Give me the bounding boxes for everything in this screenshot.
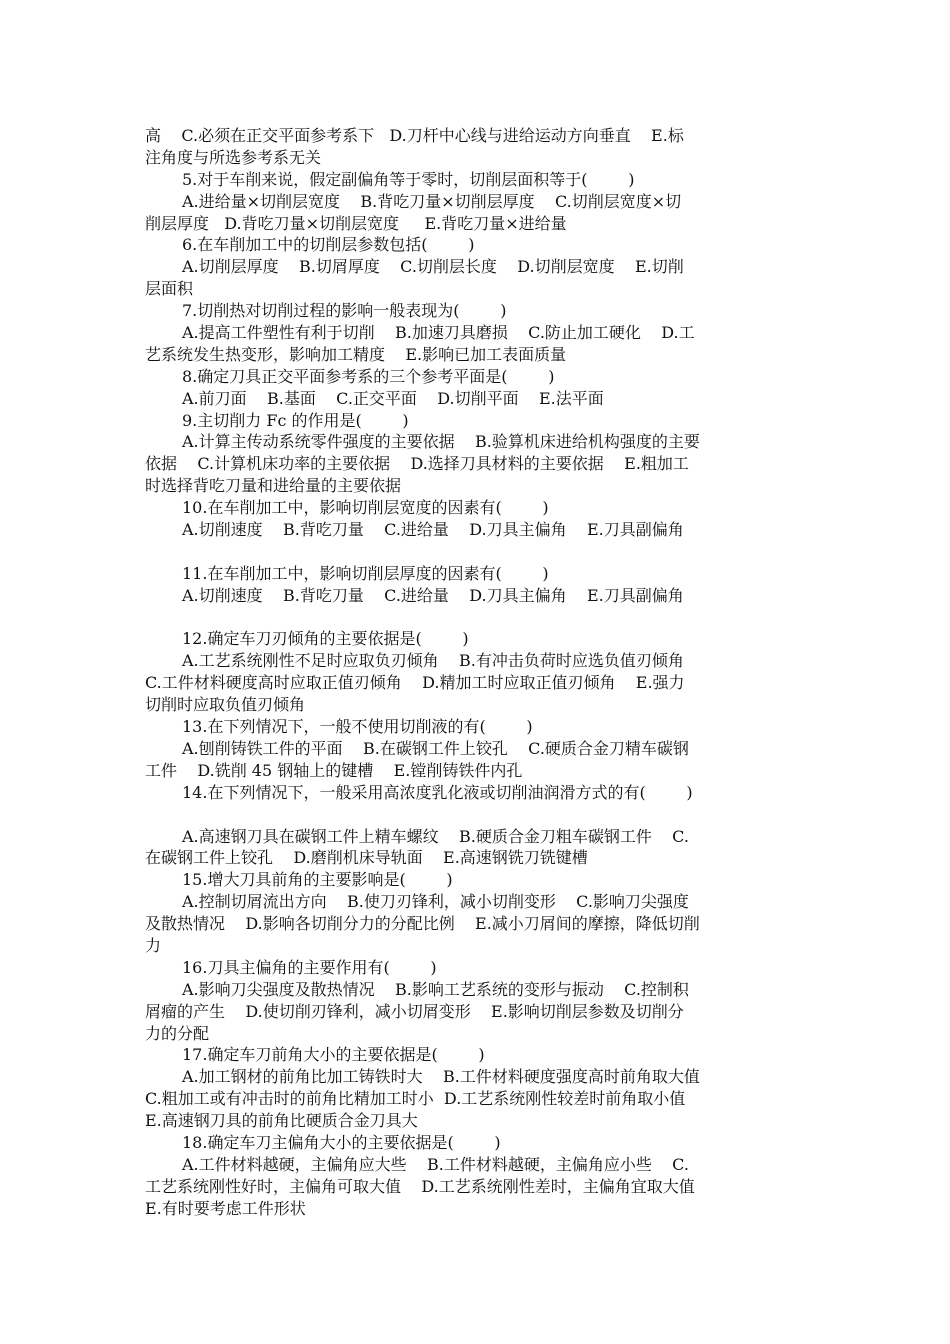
text-line: A.提高工件塑性有利于切削 B.加速刀具磨损 C.防止加工硬化 D.工: [182, 323, 695, 343]
text-line: 切削时应取负值刃倾角: [145, 695, 306, 715]
text-line: 削层厚度 D.背吃刀量×切削层宽度 E.背吃刀量×进给量: [145, 213, 567, 233]
question-line: 5.对于车削来说，假定副偏角等于零时，切削层面积等于( ): [182, 169, 635, 189]
text-line: 时选择背吃刀量和进给量的主要依据: [145, 476, 402, 496]
text-line: A.工件材料越硬，主偏角应大些 B.工件材料越硬，主偏角应小些 C.: [182, 1154, 689, 1174]
text-line: A.切削层厚度 B.切屑厚度 C.切削层长度 D.切削层宽度 E.切削: [182, 257, 684, 277]
text-line: C.粗加工或有冲击时的前角比精加工时小 D.工艺系统刚性较差时前角取小值: [145, 1089, 686, 1109]
question-line: 7.切削热对切削过程的影响一般表现为( ): [182, 301, 507, 321]
text-line: A.控制切屑流出方向 B.使刀刃锋利，减小切削变形 C.影响刀尖强度: [182, 892, 689, 912]
question-line: 18.确定车刀主偏角大小的主要依据是( ): [182, 1132, 501, 1152]
question-line: 15.增大刀具前角的主要影响是( ): [182, 870, 453, 890]
blank-line: [145, 607, 807, 629]
text-line: 层面积: [145, 279, 194, 299]
question-line: 13.在下列情况下，一般不使用切削液的有( ): [182, 717, 533, 737]
text-line: 注角度与所选参考系无关: [145, 147, 322, 167]
text-line: 屑瘤的产生 D.使切削刃锋利，减小切屑变形 E.影响切削层参数及切削分: [145, 1001, 684, 1021]
question-line: 14.在下列情况下，一般采用高浓度乳化液或切削油润滑方式的有( ): [182, 782, 693, 802]
question-line: 10.在车削加工中，影响切削层宽度的因素有( ): [182, 498, 549, 518]
text-line: E.有时要考虑工件形状: [145, 1198, 306, 1218]
text-line: 高 C.必须在正交平面参考系下 D.刀杆中心线与进给运动方向垂直 E.标: [145, 126, 684, 145]
text-line: 力: [145, 935, 162, 955]
text-line: 力的分配: [145, 1023, 210, 1043]
text-line: A.刨削铸铁工件的平面 B.在碳钢工件上铰孔 C.硬质合金刀精车碳钢: [182, 738, 689, 758]
text-line: A.切削速度 B.背吃刀量 C.进给量 D.刀具主偏角 E.刀具副偏角: [182, 585, 684, 605]
question-line: 17.确定车刀前角大小的主要依据是( ): [182, 1045, 485, 1065]
text-line: A.前刀面 B.基面 C.正交平面 D.切削平面 E.法平面: [182, 388, 604, 408]
text-line: A.进给量×切削层宽度 B.背吃刀量×切削层厚度 C.切削层宽度×切: [182, 191, 682, 211]
blank-line: [145, 804, 807, 826]
text-line: E.高速钢刀具的前角比硬质合金刀具大: [145, 1111, 418, 1131]
text-line: 艺系统发生热变形，影响加工精度 E.影响已加工表面质量: [145, 344, 567, 364]
text-line: A.高速钢刀具在碳钢工件上精车螺纹 B.硬质合金刀粗车碳钢工件 C.: [182, 826, 689, 846]
question-line: 6.在车削加工中的切削层参数包括( ): [182, 235, 475, 255]
text-line: A.切削速度 B.背吃刀量 C.进给量 D.刀具主偏角 E.刀具副偏角: [182, 520, 684, 540]
text-line: 及散热情况 D.影响各切削分力的分配比例 E.减小刀屑间的摩擦，降低切削: [145, 914, 700, 934]
question-line: 9.主切削力 Fc 的作用是( ): [182, 410, 409, 430]
text-line: A.加工钢材的前角比加工铸铁时大 B.工件材料硬度强度高时前角取大值: [182, 1067, 700, 1087]
text-line: A.工艺系统刚性不足时应取负刃倾角 B.有冲击负荷时应选负值刃倾角: [182, 651, 684, 671]
text-line: A.计算主传动系统零件强度的主要依据 B.验算机床进给机构强度的主要: [182, 432, 700, 452]
question-line: 16.刀具主偏角的主要作用有( ): [182, 957, 437, 977]
text-line: A.影响刀尖强度及散热情况 B.影响工艺系统的变形与振动 C.控制积: [182, 979, 689, 999]
blank-line: [145, 541, 807, 563]
question-line: 11.在车削加工中，影响切削层厚度的因素有( ): [182, 563, 549, 583]
question-line: 12.确定车刀刃倾角的主要依据是( ): [182, 629, 469, 649]
text-line: 工艺系统刚性好时，主偏角可取大值 D.工艺系统刚性差时，主偏角宜取大值: [145, 1176, 695, 1196]
question-line: 8.确定刀具正交平面参考系的三个参考平面是( ): [182, 366, 555, 386]
text-line: 在碳钢工件上铰孔 D.磨削机床导轨面 E.高速钢铣刀铣键槽: [145, 848, 588, 868]
document-body: [145, 125, 807, 1220]
text-line: 工件 D.铣削 45 钢轴上的键槽 E.镗削铸铁件内孔: [145, 760, 523, 780]
text-line: C.工件材料硬度高时应取正值刃倾角 D.精加工时应取正值刃倾角 E.强力: [145, 673, 685, 693]
text-line: 依据 C.计算机床功率的主要依据 D.选择刀具材料的主要依据 E.粗加工: [145, 454, 689, 474]
